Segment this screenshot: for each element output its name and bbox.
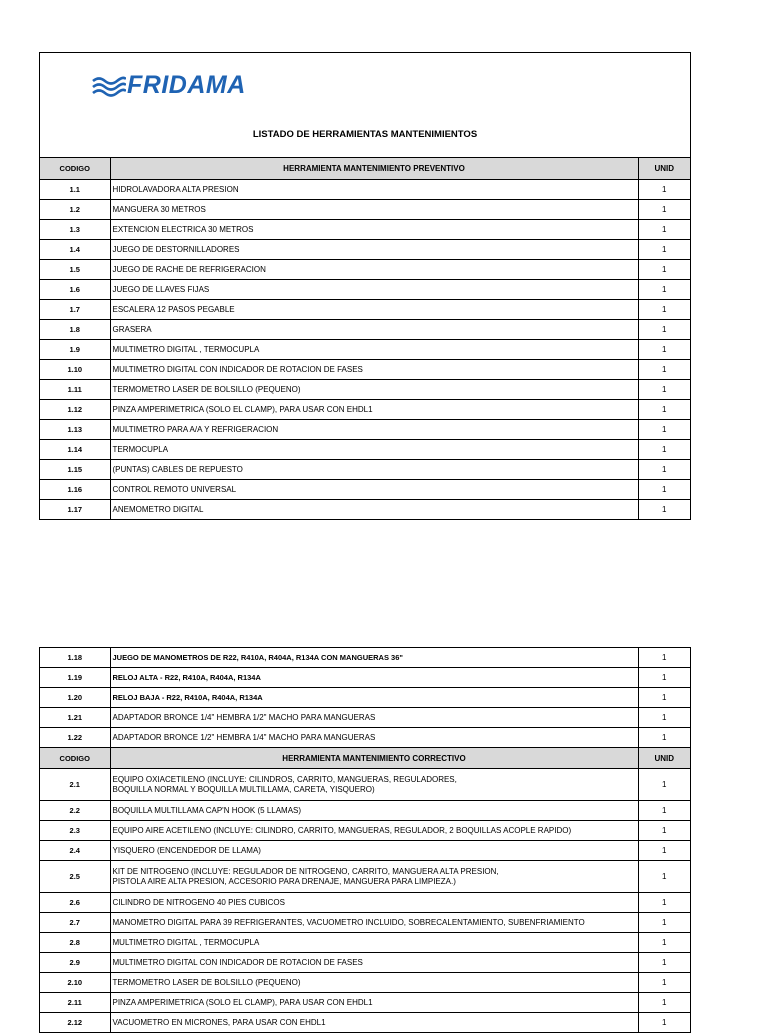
row-unit: 1 xyxy=(638,913,690,933)
row-unit: 1 xyxy=(638,299,690,319)
row-code: 1.20 xyxy=(40,688,110,708)
row-code: 1.3 xyxy=(40,219,110,239)
table-row xyxy=(40,379,690,399)
table-row xyxy=(40,801,690,821)
table-row xyxy=(40,299,690,319)
row-tool-line: KIT DE NITROGENO (INCLUYE: REGULADOR DE NITROGENO, CARRITO, MANGUERA ALTA PRESION, xyxy=(112,866,499,876)
table-row xyxy=(40,399,690,419)
row-tool-name: ADAPTADOR BRONCE 1/4" HEMBRA 1/2" MACHO PARA MANGUERAS xyxy=(110,708,638,728)
row-unit: 1 xyxy=(638,668,690,688)
row-code: 1.15 xyxy=(40,459,110,479)
row-unit: 1 xyxy=(638,1013,690,1033)
row-tool-name xyxy=(110,769,638,801)
row-unit: 1 xyxy=(638,399,690,419)
row-unit: 1 xyxy=(638,479,690,499)
row-unit: 1 xyxy=(638,861,690,893)
row-code: 1.9 xyxy=(40,339,110,359)
row-tool-name: EXTENCION ELECTRICA 30 METROS xyxy=(110,219,638,239)
row-code: 1.8 xyxy=(40,319,110,339)
tools-table-continued xyxy=(40,647,690,1033)
row-tool-name: JUEGO DE MANOMETROS DE R22, R410A, R404A, R134A CON MANGUERAS 36" xyxy=(110,648,638,668)
table-row xyxy=(40,359,690,379)
table-row xyxy=(40,913,690,933)
row-code: 1.11 xyxy=(40,379,110,399)
row-unit: 1 xyxy=(638,821,690,841)
row-tool-name: JUEGO DE RACHE DE REFRIGERACION xyxy=(110,259,638,279)
row-tool-name: GRASERA xyxy=(110,319,638,339)
row-unit: 1 xyxy=(638,259,690,279)
table-row xyxy=(40,708,690,728)
row-tool-name: PINZA AMPERIMETRICA (SOLO EL CLAMP), PARA USAR CON EHDL1 xyxy=(110,993,638,1013)
table-row xyxy=(40,841,690,861)
row-code: 1.21 xyxy=(40,708,110,728)
preventive-table xyxy=(40,158,690,520)
row-code: 1.12 xyxy=(40,399,110,419)
row-tool-name: RELOJ BAJA - R22, R410A, R404A, R134A xyxy=(110,688,638,708)
row-unit: 1 xyxy=(638,688,690,708)
row-code: 2.1 xyxy=(40,769,110,801)
row-tool-name: JUEGO DE DESTORNILLADORES xyxy=(110,239,638,259)
header-tool: HERRAMIENTA MANTENIMIENTO CORRECTIVO xyxy=(110,748,638,769)
sheet-page-1 xyxy=(39,52,691,520)
header-code: CODIGO xyxy=(40,748,110,769)
table-row xyxy=(40,279,690,299)
table-row xyxy=(40,239,690,259)
table-row xyxy=(40,861,690,893)
row-code: 2.5 xyxy=(40,861,110,893)
header-unit: UNID xyxy=(638,158,690,179)
table-row xyxy=(40,479,690,499)
row-tool-name: (PUNTAS) CABLES DE REPUESTO xyxy=(110,459,638,479)
row-unit: 1 xyxy=(638,648,690,668)
header-unit: UNID xyxy=(638,748,690,769)
table-row xyxy=(40,728,690,748)
row-unit: 1 xyxy=(638,439,690,459)
row-tool-name: CONTROL REMOTO UNIVERSAL xyxy=(110,479,638,499)
row-tool-name: JUEGO DE LLAVES FIJAS xyxy=(110,279,638,299)
table-row xyxy=(40,668,690,688)
row-unit: 1 xyxy=(638,499,690,519)
row-tool-name: VACUOMETRO EN MICRONES, PARA USAR CON EHDL1 xyxy=(110,1013,638,1033)
row-unit: 1 xyxy=(638,319,690,339)
row-code: 2.4 xyxy=(40,841,110,861)
table-row xyxy=(40,973,690,993)
table-row xyxy=(40,459,690,479)
row-tool-name: MULTIMETRO DIGITAL , TERMOCUPLA xyxy=(110,339,638,359)
table-row xyxy=(40,993,690,1013)
row-unit: 1 xyxy=(638,179,690,199)
row-unit: 1 xyxy=(638,239,690,259)
row-code: 1.19 xyxy=(40,668,110,688)
row-unit: 1 xyxy=(638,708,690,728)
header-code: CODIGO xyxy=(40,158,110,179)
table-row xyxy=(40,769,690,801)
row-unit: 1 xyxy=(638,459,690,479)
row-tool-name: TERMOMETRO LASER DE BOLSILLO (PEQUENO) xyxy=(110,973,638,993)
row-tool-name: YISQUERO (ENCENDEDOR DE LLAMA) xyxy=(110,841,638,861)
row-unit: 1 xyxy=(638,379,690,399)
row-unit: 1 xyxy=(638,841,690,861)
table-row xyxy=(40,259,690,279)
row-unit: 1 xyxy=(638,933,690,953)
row-unit: 1 xyxy=(638,801,690,821)
row-tool-line: EQUIPO OXIACETILENO (INCLUYE: CILINDROS, CARRITO, MANGUERAS, REGULADORES, xyxy=(112,774,457,784)
row-code: 2.3 xyxy=(40,821,110,841)
row-code: 1.22 xyxy=(40,728,110,748)
row-code: 1.13 xyxy=(40,419,110,439)
table-row xyxy=(40,893,690,913)
row-tool-name: CILINDRO DE NITROGENO 40 PIES CUBICOS xyxy=(110,893,638,913)
brand-name: FRIDAMA xyxy=(127,71,246,99)
row-tool-name: MULTIMETRO DIGITAL , TERMOCUPLA xyxy=(110,933,638,953)
table-row xyxy=(40,419,690,439)
row-code: 2.7 xyxy=(40,913,110,933)
row-tool-name: RELOJ ALTA - R22, R410A, R404A, R134A xyxy=(110,668,638,688)
table-header-row xyxy=(40,748,690,769)
row-tool-name: BOQUILLA MULTILLAMA CAP'N HOOK (5 LLAMAS) xyxy=(110,801,638,821)
row-code: 2.10 xyxy=(40,973,110,993)
row-tool-name: HIDROLAVADORA ALTA PRESION xyxy=(110,179,638,199)
row-code: 1.10 xyxy=(40,359,110,379)
row-code: 1.6 xyxy=(40,279,110,299)
document-header xyxy=(40,53,690,158)
row-code: 1.14 xyxy=(40,439,110,459)
fridama-logo xyxy=(92,71,246,100)
row-unit: 1 xyxy=(638,728,690,748)
table-row xyxy=(40,821,690,841)
table-row xyxy=(40,339,690,359)
row-unit: 1 xyxy=(638,993,690,1013)
row-code: 1.5 xyxy=(40,259,110,279)
table-row xyxy=(40,439,690,459)
row-tool-name: MULTIMETRO DIGITAL CON INDICADOR DE ROTACION DE FASES xyxy=(110,359,638,379)
row-tool-name: EQUIPO AIRE ACETILENO (INCLUYE: CILINDRO, CARRITO, MANGUERAS, REGULADOR, 2 BOQUILLAS ACOPLE RAPIDO) xyxy=(110,821,638,841)
row-tool-name: ADAPTADOR BRONCE 1/2" HEMBRA 1/4" MACHO PARA MANGUERAS xyxy=(110,728,638,748)
row-code: 1.4 xyxy=(40,239,110,259)
row-code: 1.18 xyxy=(40,648,110,668)
document-title: LISTADO DE HERRAMIENTAS MANTENIMIENTOS xyxy=(252,129,478,140)
table-row xyxy=(40,648,690,668)
row-code: 1.7 xyxy=(40,299,110,319)
row-code: 2.12 xyxy=(40,1013,110,1033)
table-row xyxy=(40,219,690,239)
table-row xyxy=(40,688,690,708)
row-unit: 1 xyxy=(638,359,690,379)
row-unit: 1 xyxy=(638,953,690,973)
row-code: 1.16 xyxy=(40,479,110,499)
row-code: 2.8 xyxy=(40,933,110,953)
row-unit: 1 xyxy=(638,893,690,913)
header-tool: HERRAMIENTA MANTENIMIENTO PREVENTIVO xyxy=(110,158,638,179)
table-row xyxy=(40,319,690,339)
table-row xyxy=(40,499,690,519)
row-unit: 1 xyxy=(638,769,690,801)
row-unit: 1 xyxy=(638,219,690,239)
row-unit: 1 xyxy=(638,339,690,359)
row-tool-name: MULTIMETRO PARA A/A Y REFRIGERACION xyxy=(110,419,638,439)
row-tool-line: PISTOLA AIRE ALTA PRESION, ACCESORIO PARA DRENAJE, MANGUERA PARA LIMPIEZA.) xyxy=(112,876,456,886)
row-tool-name: PINZA AMPERIMETRICA (SOLO EL CLAMP), PARA USAR CON EHDL1 xyxy=(110,399,638,419)
table-row xyxy=(40,933,690,953)
row-code: 1.2 xyxy=(40,199,110,219)
table-header-row xyxy=(40,158,690,179)
sheet-page-2 xyxy=(39,647,691,1033)
table-row xyxy=(40,1013,690,1033)
row-tool-name: TERMOCUPLA xyxy=(110,439,638,459)
row-unit: 1 xyxy=(638,279,690,299)
row-tool-name xyxy=(110,861,638,893)
table-row xyxy=(40,953,690,973)
row-tool-name: ANEMOMETRO DIGITAL xyxy=(110,499,638,519)
row-tool-line: BOQUILLA NORMAL Y BOQUILLA MULTILLAMA, CARETA, YISQUERO) xyxy=(112,784,375,794)
table-row xyxy=(40,179,690,199)
row-tool-name: TERMOMETRO LASER DE BOLSILLO (PEQUENO) xyxy=(110,379,638,399)
row-tool-name: ESCALERA 12 PASOS PEGABLE xyxy=(110,299,638,319)
row-code: 2.9 xyxy=(40,953,110,973)
row-code: 2.2 xyxy=(40,801,110,821)
table-row xyxy=(40,199,690,219)
row-tool-name: MULTIMETRO DIGITAL CON INDICADOR DE ROTACION DE FASES xyxy=(110,953,638,973)
row-unit: 1 xyxy=(638,973,690,993)
row-code: 1.1 xyxy=(40,179,110,199)
row-unit: 1 xyxy=(638,199,690,219)
wave-icon xyxy=(92,75,126,97)
row-code: 2.11 xyxy=(40,993,110,1013)
row-tool-name: MANOMETRO DIGITAL PARA 39 REFRIGERANTES, VACUOMETRO INCLUIDO, SOBRECALENTAMIENTO, SUBENFRIAMIENTO xyxy=(110,913,638,933)
row-tool-name: MANGUERA 30 METROS xyxy=(110,199,638,219)
row-code: 1.17 xyxy=(40,499,110,519)
row-unit: 1 xyxy=(638,419,690,439)
row-code: 2.6 xyxy=(40,893,110,913)
